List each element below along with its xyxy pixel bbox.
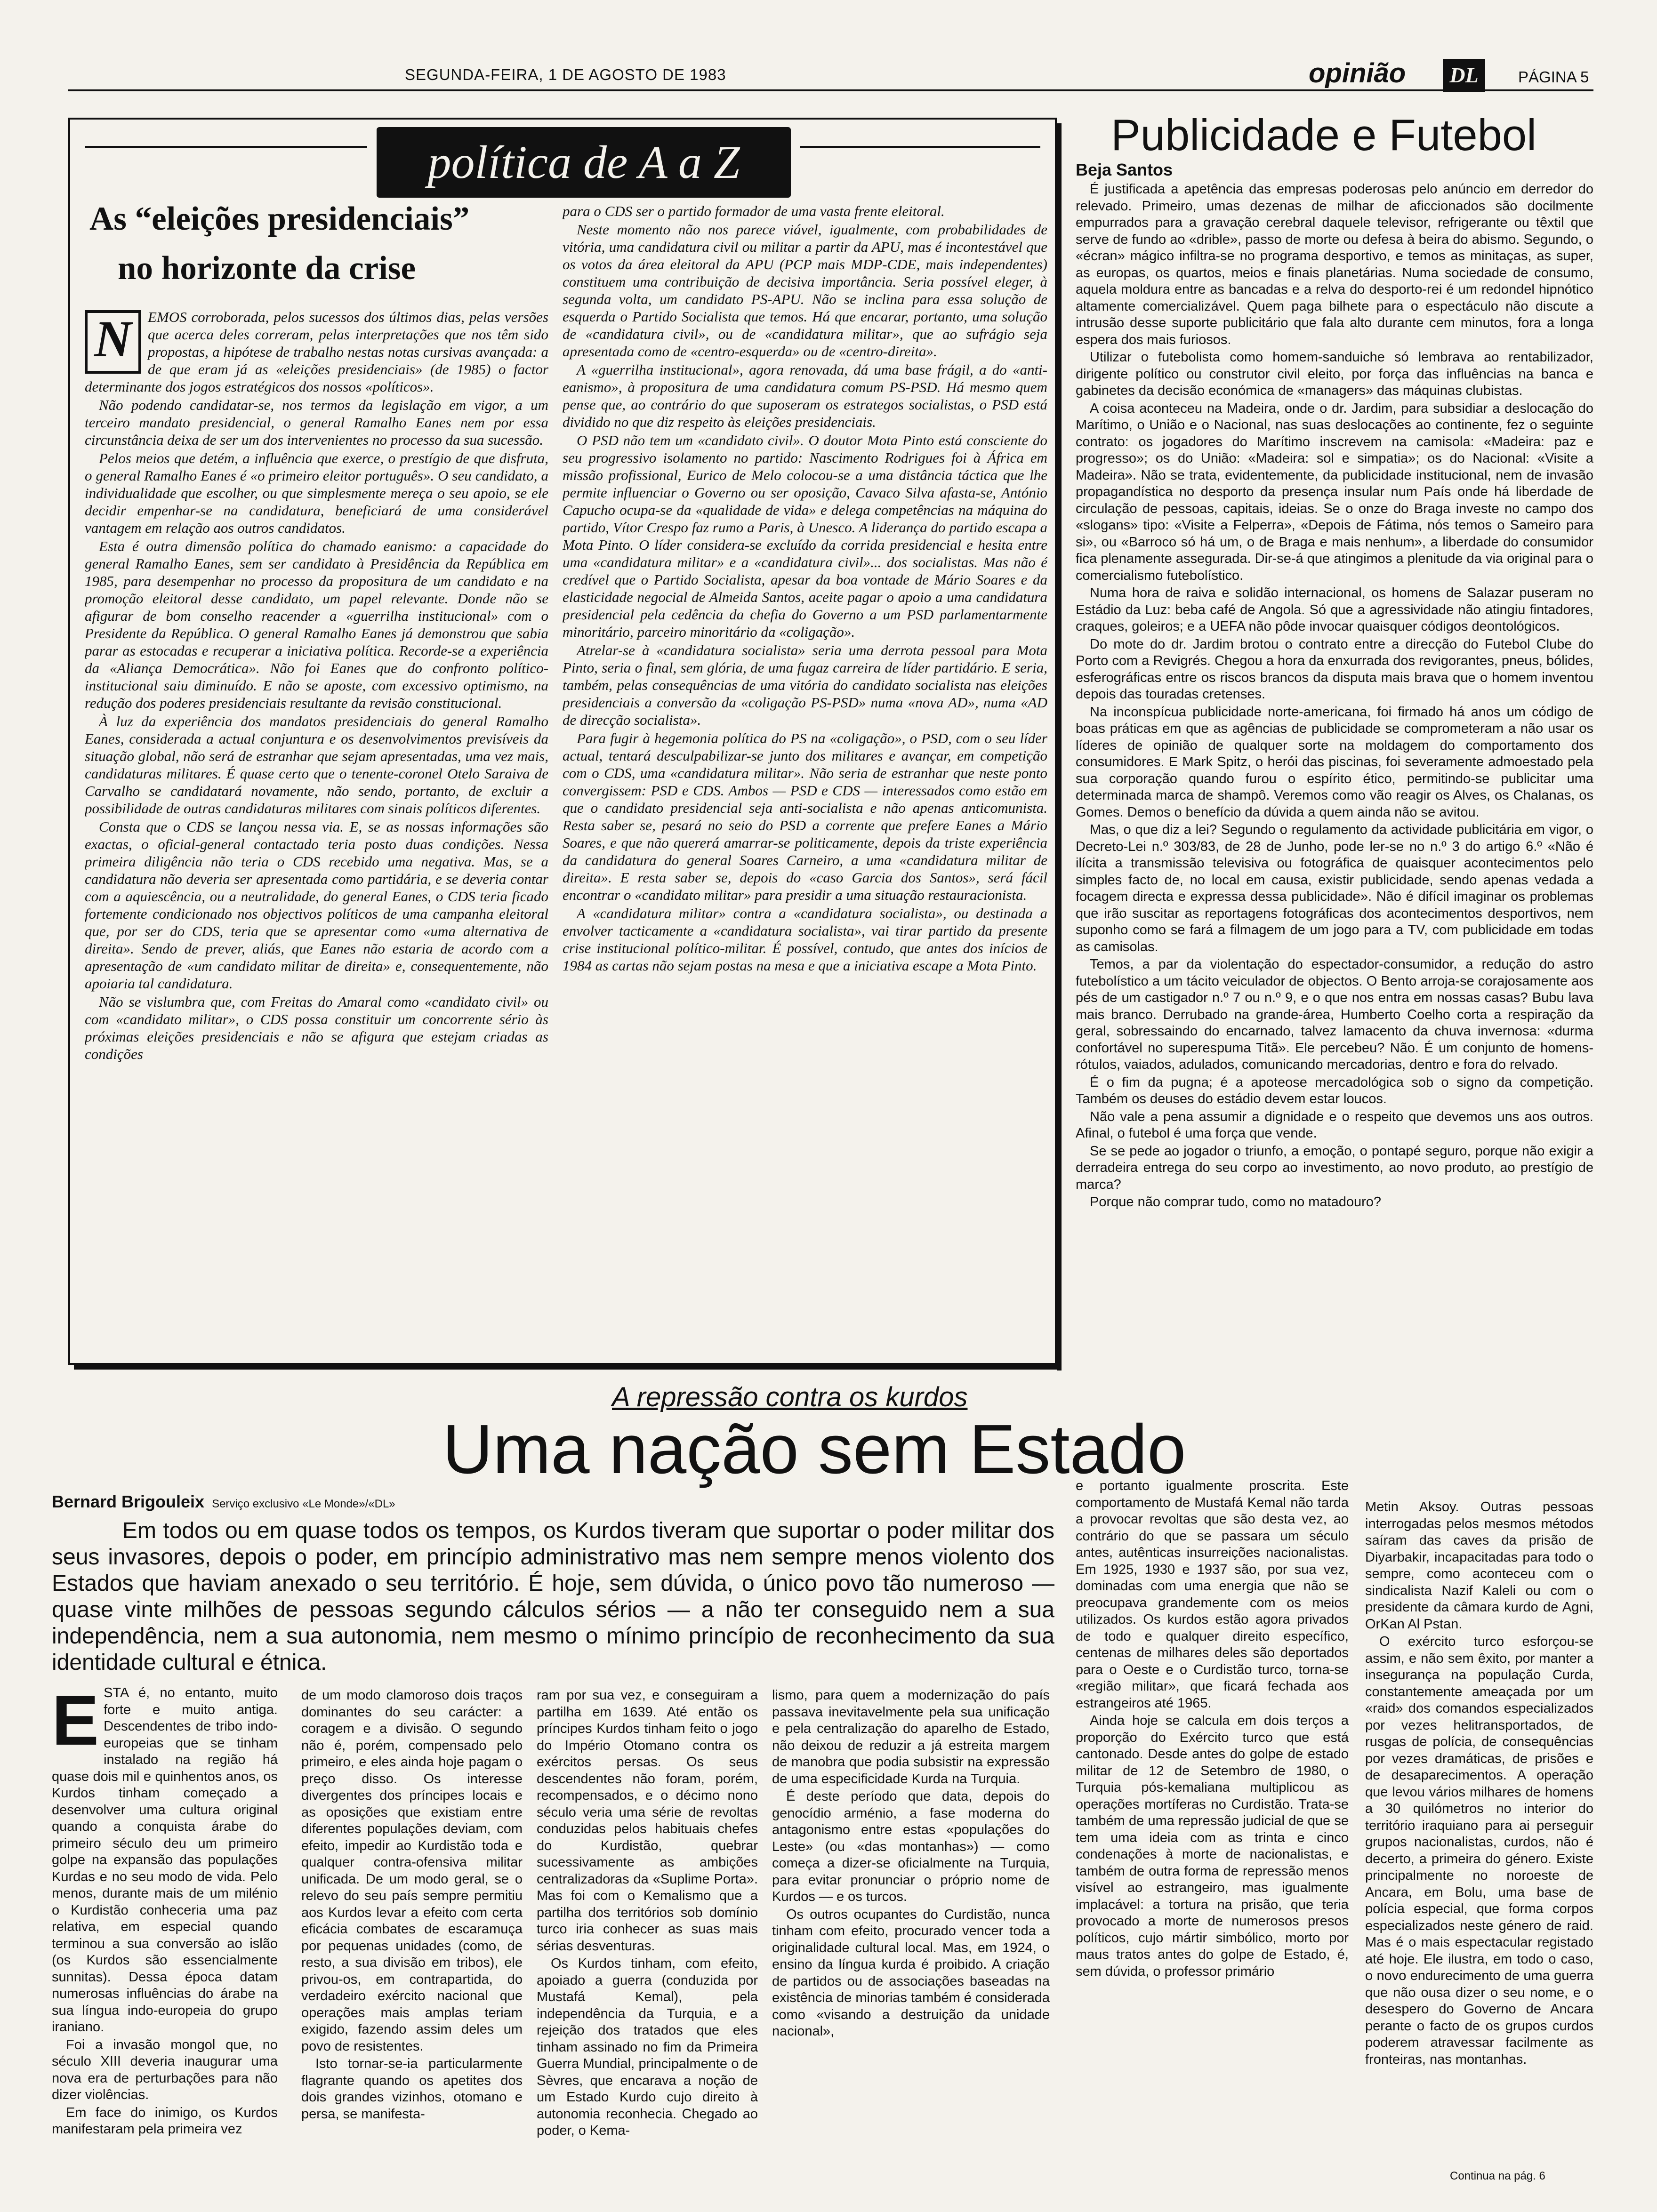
paragraph: A «candidatura militar» contra a «candidatura socialista», ou destinada a envolver tacticamente a «candidatura socialista», vai tirar partido da presente crise institucional político-militar. É possível, contudo, que antes dos inícios de 1984 as cartas não sejam postas na mesa e que a iniciativa escape a Mota Pinto. [563,905,1047,974]
paragraph: O PSD não tem um «candidato civil». O doutor Mota Pinto está consciente do seu progressivo isolamento no partido: Nascimento Rodrigues foi à África em missão profissional, Eurico de Melo colocou-se a uma distância táctica que lhe permite influenciar o Governo ou ser oposição, Cavaco Silva afasta-se, António Capucho ocupa-se da «qualidade de vida» e delega competências na máquina do partido, Vítor Crespo faz rumo a Paris, à Unesco. A liderança do partido escapa a Mota Pinto. O líder considera-se excluído da corrida presidencial e hesita entre uma «candidatura militar» e a «candidatura civil»... dos socialistas. Mas não é credível que o Partido Socialista, apesar da boa vontade de Mário Soares e da elasticidade negocial de Almeida Santos, aceite pagar o apoio a uma candidatura presidencial pela cedência da chefia do Governo a um PSD parlamentarmente minoritário, parceiro minoritário da «coligação». [563,432,1047,640]
paragraph: É deste período que data, depois do genocídio arménio, a fase moderna do antagonismo entre estas «populações do Leste» (ou «das montanhas») — como começa a dizer-se oficialmente na Turquia, para evitar pronunciar o próprio nome de Kurdos — e os turcos. [772,1789,1050,1904]
paragraph: Utilizar o futebolista como homem-sanduiche só lembrava ao rentabilizador, dirigente político ou construtor civil eleito, por força das influências na banca e gabinetes da decisão económica de «managers» das máquinas clubistas. [1076,350,1593,398]
kurdos-kicker: A repressão contra os kurdos [612,1382,968,1412]
paragraph: À luz da experiência dos mandatos presidenciais do general Ramalho Eanes, considerada a actual conjuntura e os desenvolvimentos previsíveis da situação global, não será de estranhar que sejam apresentadas, uma vez mais, candidaturas militares. É quase certo que o tenente-coronel Otelo Saraiva de Carvalho se candidatará novamente, não sendo, portanto, de excluir a possibilidade de outras candidaturas militares com sinais políticos diferentes. [85,713,548,817]
paragraph: Neste momento não nos parece viável, igualmente, com probabilidades de vitória, uma candidatura civil ou militar a partir da APU, mas é incontestável que os votos da área eleitoral da APU (PCP mais MDP-CDE, mais independentes) constituem uma contribuição de decisiva importância. Seria possível eleger, à segunda volta, um candidato PS-APU. Não se inclina para essa solução de esquerda o Partido Socialista que temos. Há que encarar, portanto, uma solução de «candidatura civil», ou de «candidatura militar», que ao sufrágio seja apresentada como de «centro-esquerda» ou de «centro-direita». [563,221,1047,360]
paragraph: O exército turco esforçou-se assim, e não sem êxito, por manter a insegurança na população Curda, constantemente ameaçada por um «raid» dos comandos especializados por vezes helitransportados, de rusgas de polícia, de consequências por vezes dramáticas, de prisões e de desaparecimentos. A operação que levou vários milhares de homens a 30 quilómetros no interior do território iraquiano para ai perseguir grupos nacionalistas, curdos, não é decerto, a primeira do género. Existe principalmente no noroeste de Ancara, em Bolu, uma base de polícia especial, que forma corpos especializados neste género de raid. Mas é o mais espectacular registado até hoje. Ele ilustra, em todo o caso, o novo endurecimento de uma guerra que não ousa dizer o seu nome, e o desespero do Governo de Ancara perante o facto de os grupos curdos poderem atravessar facilmente as fronteiras, nas montanhas. [1365,1634,1593,2067]
paragraph: ram por sua vez, e conseguiram a partilha em 1639. Até então os príncipes Kurdos tinham feito o jogo do Império Otomano contra os exércitos persas. Os seus descendentes não foram, porém, recompensados, e o décimo nono século veria uma série de revoltas conduzidas pelos habituais chefes do Kurdistão, quebrar sucessivamente as ambições centralizadoras da «Suplime Porta». Mas foi com o Kemalismo que a partilha dos territórios sob domínio turco iria conhecer as suas mais sérias desventuras. [537,1688,758,1954]
banner-rule-left [85,146,367,148]
kurdos-column-6 [1365,1499,1593,2167]
paragraph: Não vale a pena assumir a dignidade e o respeito que devemos uns aos outros. Afinal, o futebol é uma força que vende. [1076,1109,1593,1141]
continua-note: Continua na pág. 6 [1450,2170,1545,2182]
paragraph: Metin Aksoy. Outras pessoas interrogadas pelos mesmos métodos saíram das caves da prisão de Diyarbakir, incapacitadas para todo o sempre, como aconteceu com o sindicalista Nazif Kaleli ou com o presidente da câmara kurdo de Agni, OrKan Al Pstan. [1365,1499,1593,1632]
kurdos-byline [52,1492,1064,1512]
paragraph: lismo, para quem a modernização do país passava inevitavelmente pela sua unificação e pela centralização do aparelho de Estado, não deixou de reduzir a já estreita margem de manobra que podia subsistir na expressão de uma especificidade Kurda na Turquia. [772,1688,1050,1787]
politica-column-1 [85,308,548,1355]
kurdos-column-4 [772,1687,1050,2186]
paragraph: Se se pede ao jogador o triunfo, a emoção, o pontapé seguro, porque não exigir a derradeira entrega do seu corpo ao investimento, ao novo produto, ao prestígio de marca? [1076,1143,1593,1192]
paragraph: STA é, no entanto, muito forte e muito antiga. Descendentes de tribo indo-europeias que se tinham instalado na região há quase dois mil e quinhentos anos, os Kurdos tinham começado a desenvolver uma cultura original quando a conquista árabe do primeiro século deu um primeiro golpe na expansão das populações Kurdas e no seu modo de vida. Pelo menos, durante mais de um milénio o Kurdistão conheceria uma paz relativa, em especial quando terminou a sua conversão ao islão (os Kurdos são essencialmente sunnitas). Dessa época datam numerosas influências do árabe na sua língua indo-europeia do grupo iraniano. [52,1685,278,2035]
page-number: PÁGINA 5 [1518,68,1589,86]
paragraph: A «guerrilha institucional», agora renovada, dá uma base frágil, a do «anti-eanismo», à propositura de uma candidatura comum PS-PSD. Há mesmo quem pense que, ao contrário do que suposeram os estrategos socialistas, o PSD está dividido no que diz respeito às eleições presidenciais. [563,361,1047,430]
publicidade-author: Beja Santos [1076,160,1173,179]
paragraph: Para fugir à hegemonia política do PS na «coligação», o PSD, com o seu líder actual, tentará desculpabilizar-se junto dos militares e avançar, em competição com o CDS, uma «candidatura militar». Não seria de estranhar que neste ponto convergissem: PSD e CDS. Ambos — PSD e CDS — interessados como estão em que o candidato presidencial seja anti-socialista e não apenas anticomunista. Resta saber se, pesará no seio do PSD a corrente que prefere Eanes a Mário Soares, e que não quererá amarrar-se politicamente, depois da triste experiência da candidatura do general Soares Carneiro, a uma «candidatura militar de direita». E resta saber se, depois do «caso Garcia dos Santos», será fácil encontrar o «candidato militar» para presidir a uma situação restauracionista. [563,730,1047,903]
paragraph: Consta que o CDS se lançou nessa via. E, se as nossas informações são exactas, o oficial-general contactado teria posto duas condições. Nessa primeira diligência não teria o CDS recebido uma negativa. Mas, se a candidatura não deveria ser apresentada como partidária, e se deveria contar com a aquiescência, ou a neutralidade, do general Eanes, o CDS teria ficado fortemente condicionado nos objectivos políticos de uma campanha eleitoral que, por ser do CDS, teria que se apresentar como «uma alternativa de direita». Sendo de prever, aliás, que Eanes não estaria de acordo com a apresentação de «um candidato militar de direita» e, consequentemente, não apoiaria tal candidatura. [85,818,548,992]
publicidade-title: Publicidade e Futebol [1111,110,1537,160]
kurdos-dropcap: E [52,1685,99,1760]
paragraph: Do mote do dr. Jardim brotou o contrato entre a direcção do Futebol Clube do Porto com a Revigrés. Chegou a hora da enxurrada dos revigorantes, pneus, bólides, esferográficas entre os riscos brancos da disputa mais brava que o homem inventou depois das touradas cretenses. [1076,636,1593,702]
kurdos-title: Uma nação sem Estado [442,1411,1186,1488]
kurdos-column-5 [1076,1478,1349,2184]
politica-headline-line2: no horizonte da crise [118,250,416,287]
byline-service: Serviço exclusivo «Le Monde»/«DL» [212,1498,395,1510]
paragraph: Foi a invasão mongol que, no século XIII deveria inaugurar uma nova era de perturbações para não dizer violências. [52,2037,278,2102]
dl-logo-letters: DL [1449,63,1479,87]
paragraph: Na inconspícua publicidade norte-americana, foi firmado há anos um código de boas práticas em que as agências de publicidade se comprometeram a não usar os líderes de opinião de qualquer sorte na moldagem do comportamento dos consumidores. E Mark Spitz, o herói das piscinas, foi severamente admoestado pela sua corporação quando furou o espírito ético, permitindo-se publicitar uma determinada marca de shampô. Veremos como vão reagir os Alves, os Chalanas, os Gomes. Demos o benefício da dúvida a quem ainda não se avitou. [1076,704,1593,820]
paragraph: Porque não comprar tudo, como no matadouro? [1090,1194,1382,1210]
banner-rule-right [800,146,1040,148]
paragraph: e portanto igualmente proscrita. Este comportamento de Mustafá Kemal não tarda a provocar revoltas que são desta vez, ao contrário do que se passara um século antes, autênticas insurreições nacionalistas. Em 1925, 1930 e 1937 são, por sua vez, dominadas com uma energia que não se preocupava grandemente com os meios utilizados. Os kurdos estão agora privados de todo e qualquer direito específico, centenas de milhares deles são deportados para o Oeste e o Curdistão turco, torna-se «região militar», que ficará fechada aos estrangeiros até 1965. [1076,1478,1349,1711]
politica-banner [377,127,791,198]
paragraph: Em face do inimigo, os Kurdos manifestaram pela primeira vez [52,2105,278,2137]
kurdos-column-1 [52,1685,278,2184]
paragraph: Numa hora de raiva e solidão internacional, os homens de Salazar puseram no Estádio da Luz: beba café de Angola. Só que a agressividade não atingiu fintadores, craques, goleiros; e a UEFA não pôde invocar quaisquer códigos deontológicos. [1076,585,1593,634]
politica-box-shadow-bottom [74,1365,1062,1370]
paragraph: Mas, o que diz a lei? Segundo o regulamento da actividade publicitária em vigor, o Decreto-Lei n.º 303/83, de 28 de Junho, pode ler-se no n.º 3 do artigo 6.º «Não é ilícita a transmissão televisiva ou fotográfica de quaisquer acontecimentos pelo simples facto de, no local em causa, existir publicidade, sendo apenas vedada a focagem directa e expressa dessa publicidade». Não é difícil imaginar os problemas que irão suscitar as reportagens fotográficas dos acontecimentos desportivos, nem suponho como se fará a filmagem de um jogo para a TV, com publicidade em todas as camisolas. [1076,822,1593,954]
politica-column-2 [563,202,1047,1355]
page-date: SEGUNDA-FEIRA, 1 DE AGOSTO DE 1983 [405,66,726,83]
publicidade-column [1076,181,1593,1344]
politica-headline-line1: As “eleições presidenciais” [89,200,470,237]
politica-banner-text: política de A a Z [427,136,740,188]
paragraph: de um modo clamoroso dois traços dominantes do seu carácter: a coragem e a divisão. O segundo não é, porém, compensado pelo primeiro, e eles ainda hoje pagam o preço disso. Os interesse divergentes dos príncipes locais e as oposições que existiam entre diferentes populações deviam, com efeito, impedir ao Kurdistão toda e qualquer contra-ofensiva militar unificada. De um modo geral, se o relevo do seu país sempre permitiu aos Kurdos levar a efeito com certa eficácia combates de escaramuça por pequenas unidades (como, de resto, a sua divisão em tribos), ele privou-os, em contrapartida, do verdadeiro exército nacional que operações mais amplas teriam exigido, fazendo assim deles um povo de resistentes. [301,1688,523,2054]
paragraph: A coisa aconteceu na Madeira, onde o dr. Jardim, para subsidiar a deslocação do Marítimo, o União e o Nacional, nas suas deslocações ao continente, fez o seguinte contrato: os jogadores do Marítimo inscrevem na camisola: «Madeira: paz e progresso»; os do União: «Madeira: sol e simpatia»; os do Nacional: «Visite a Madeira». Não se trata, evidentemente, da publicidade institucional, nem de invasão propagandística no desporto da presença insular num País onde há liberdade de circulação de pessoas, capitais, ideias. Se o onze do Braga investe no campo dos «slogans» tipo: «Visite a Felperra», «Depois de Fátima, nós temos o Sameiro para si», ou «Barroco só há um, o de Braga e mais nenhum», a liberdade do consumidor fica plenamente assegurada. Dir-se-á que atingimos a plenitude da via original para o comercialismo futebolístico. [1076,401,1593,583]
paragraph: EMOS corroborada, pelos sucessos dos últimos dias, pelas versões que acerca deles correram, pelas interpretações que nos têm sido propostas, a hipótese de trabalho nestas notas cursivas avançada: a de que eram já as «eleições presidenciais» (de 1985) o factor determinante dos jogos estratégicos dos nossos «políticos». [85,309,548,395]
paragraph: Ainda hoje se calcula em dois terços a proporção do Exército turco que está cantonado. Desde antes do golpe de estado militar de 12 de Setembro de 1980, o Turquia pós-kemaliana multiplicou as operações mortíferas no Curdistão. Trata-se também de uma repressão judicial de que se tem uma ideia com as trinta e cinco condenações à morte de nacionalistas, e também de outra forma de repressão menos visível ao estrangeiro, mas igualmente implacável: a tortura na prisão, que teria provocado a morte de numerosos presos políticos, cujo mártir simbólico, morto por maus tratos antes do golpe de Estado, é, sem dúvida, o professor primário [1076,1713,1349,1979]
paragraph: Não se vislumbra que, com Freitas do Amaral como «candidato civil» ou com «candidato militar», o CDS possa constituir um concorrente sério às próximas eleições presidenciais e não se afigura que estejam criadas as condições [85,994,548,1062]
paragraph: Pelos meios que detém, a influência que exerce, o prestígio de que disfruta, o general Ramalho Eanes é «o primeiro eleitor português». O seu candidato, a individualidade que escolher, ou que simplesmente mereça o seu apoio, se ele decidir empenhar-se na candidatura, beneficiará de uma considerável vantagem em relação aos outros candidatos. [85,450,548,536]
paragraph: É o fim da pugna; é a apoteose mercadológica sob o signo da competição. Também os deuses do estádio devem estar loucos. [1076,1074,1593,1106]
politica-box-shadow-right [1057,123,1062,1370]
paragraph: Os Kurdos tinham, com efeito, apoiado a guerra (conduzida por Mustafá Kemal), pela independência da Turquia, e a rejeição dos tratados que eles tinham assinado no fim da Primeira Guerra Mundial, principalmente o de Sèvres, que encarava a noção de um Estado Kurdo cujo direito à autonomia reconhecia. Chegado ao poder, o Kema- [537,1956,758,2138]
paragraph: Não podendo candidatar-se, nos termos da legislação em vigor, a um terceiro mandato presidencial, o general Ramalho Eanes nem por essa circunstância deixa de ser um dos intervenientes no processo da sua sucessão. [85,397,548,448]
byline-name: Bernard Brigouleix [52,1492,205,1511]
section-name: opinião [1309,58,1406,88]
kurdos-lead: Em todos ou em quase todos os tempos, os Kurdos tiveram que suportar o poder militar dos seus invasores, depois o poder, em princípio administrativo mas nem sempre menos violento dos Estados que haviam anexado o seu território. É hoje, sem dúvida, o único povo tão numeroso — quase vinte milhões de pessoas segundo cálculos sérios — a não ter conseguido nem a sua independência, nem a sua autonomia, nem mesmo o mínimo princípio de reconhecimento da sua identidade cultural e étnica. [52,1518,1054,1675]
paragraph: Temos, a par da violentação do espectador-consumidor, a redução do astro futebolístico a um tácito veiculador de objectos. O Bento arroja-se corajosamente aos pés de um castigador n.º 7 ou n.º 9, e o que nos entra em nossas casas? Bubu lava mais branco. Derrubado na grande-área, Humberto Coelho corta a respiração da geral, sobressaindo do encarnado, talvez lamacento da chuva invernosa: «durma confortável no superespuma Titã». Ele percebeu? Não. É um conjunto de homens-rótulos, vaiados, adulados, comunicando mercadorias, dentro e fora do relvado. [1076,957,1593,1072]
politica-dropcap: N [85,310,141,374]
header-rule [68,89,1593,91]
paragraph: Atrelar-se à «candidatura socialista» seria uma derrota pessoal para Mota Pinto, seria o final, sem glória, de uma fugaz carreira de líder partidário. E seria, também, pelas consequências de uma vitória do candidato socialista nas eleições presidenciais a conversão da «coligação PS-PSD» numa «nova AD», numa «AD de direcção socialista». [563,642,1047,728]
paragraph: Isto tornar-se-ia particularmente flagrante quando os apetites dos dois grandes vizinhos, otomano e persa, se manifesta- [301,2056,523,2122]
paragraph: Esta é outra dimensão política do chamado eanismo: a capacidade do general Ramalho Eanes, sem ser candidato à Presidência da República em 1985, para desempenhar no processo da propositura de um candidato e na promoção eleitoral desse candidato, um papel relevante. Donde não se afigurar de bom conselho reacender a «guerrilha institucional» com o Presidente da República. O general Ramalho Eanes já demonstrou que sabia parar as estocadas e recuperar a iniciativa política. Recorde-se a experiência da «Aliança Democrática». Não foi Eanes que do confronto político-institucional saiu diminuído. E não se aposte, com excessivo optimismo, na redução dos poderes presidenciais resultante da revisão constitucional. [85,538,548,711]
dl-logo-icon [1443,59,1485,92]
paragraph: É justificada a apetência das empresas poderosas pelo anúncio em derredor do relevado. Primeiro, umas dezenas de milhar de aficcionados são docilmente empurrados para a gravação cerebral daquele televisor, refrigerante ou têxtil que serve de fundo ao «drible», passo de morte ou defesa à beira do abismo. Segundo, o «écran» mágico infiltra-se no programa desportivo, e temos as minitaças, as super, as europas, os quartos, meios e finais planetárias. Numa sociedade de consumo, aquela moldura entre as bancadas e a relva do desporto-rei é um redondel hipnótico altamente comercializável. Quem paga bilhete para o espectáculo não discute a intrusão desse suporte publicitário que fala alto durante cem minutos, fora a longa espera dos mais furiosos. [1076,182,1593,347]
paragraph: para o CDS ser o partido formador de uma vasta frente eleitoral. [563,203,945,219]
paragraph: Os outros ocupantes do Curdistão, nunca tinham com efeito, procurado vencer toda a originalidade cultural local. Mas, em 1924, o ensino da língua kurda é proibido. A criação de partidos ou de associações baseadas na existência de minorias também é considerada como «visando a destruição da unidade nacional», [772,1907,1050,2039]
kurdos-column-3 [537,1687,758,2186]
kurdos-column-2 [301,1687,523,2186]
